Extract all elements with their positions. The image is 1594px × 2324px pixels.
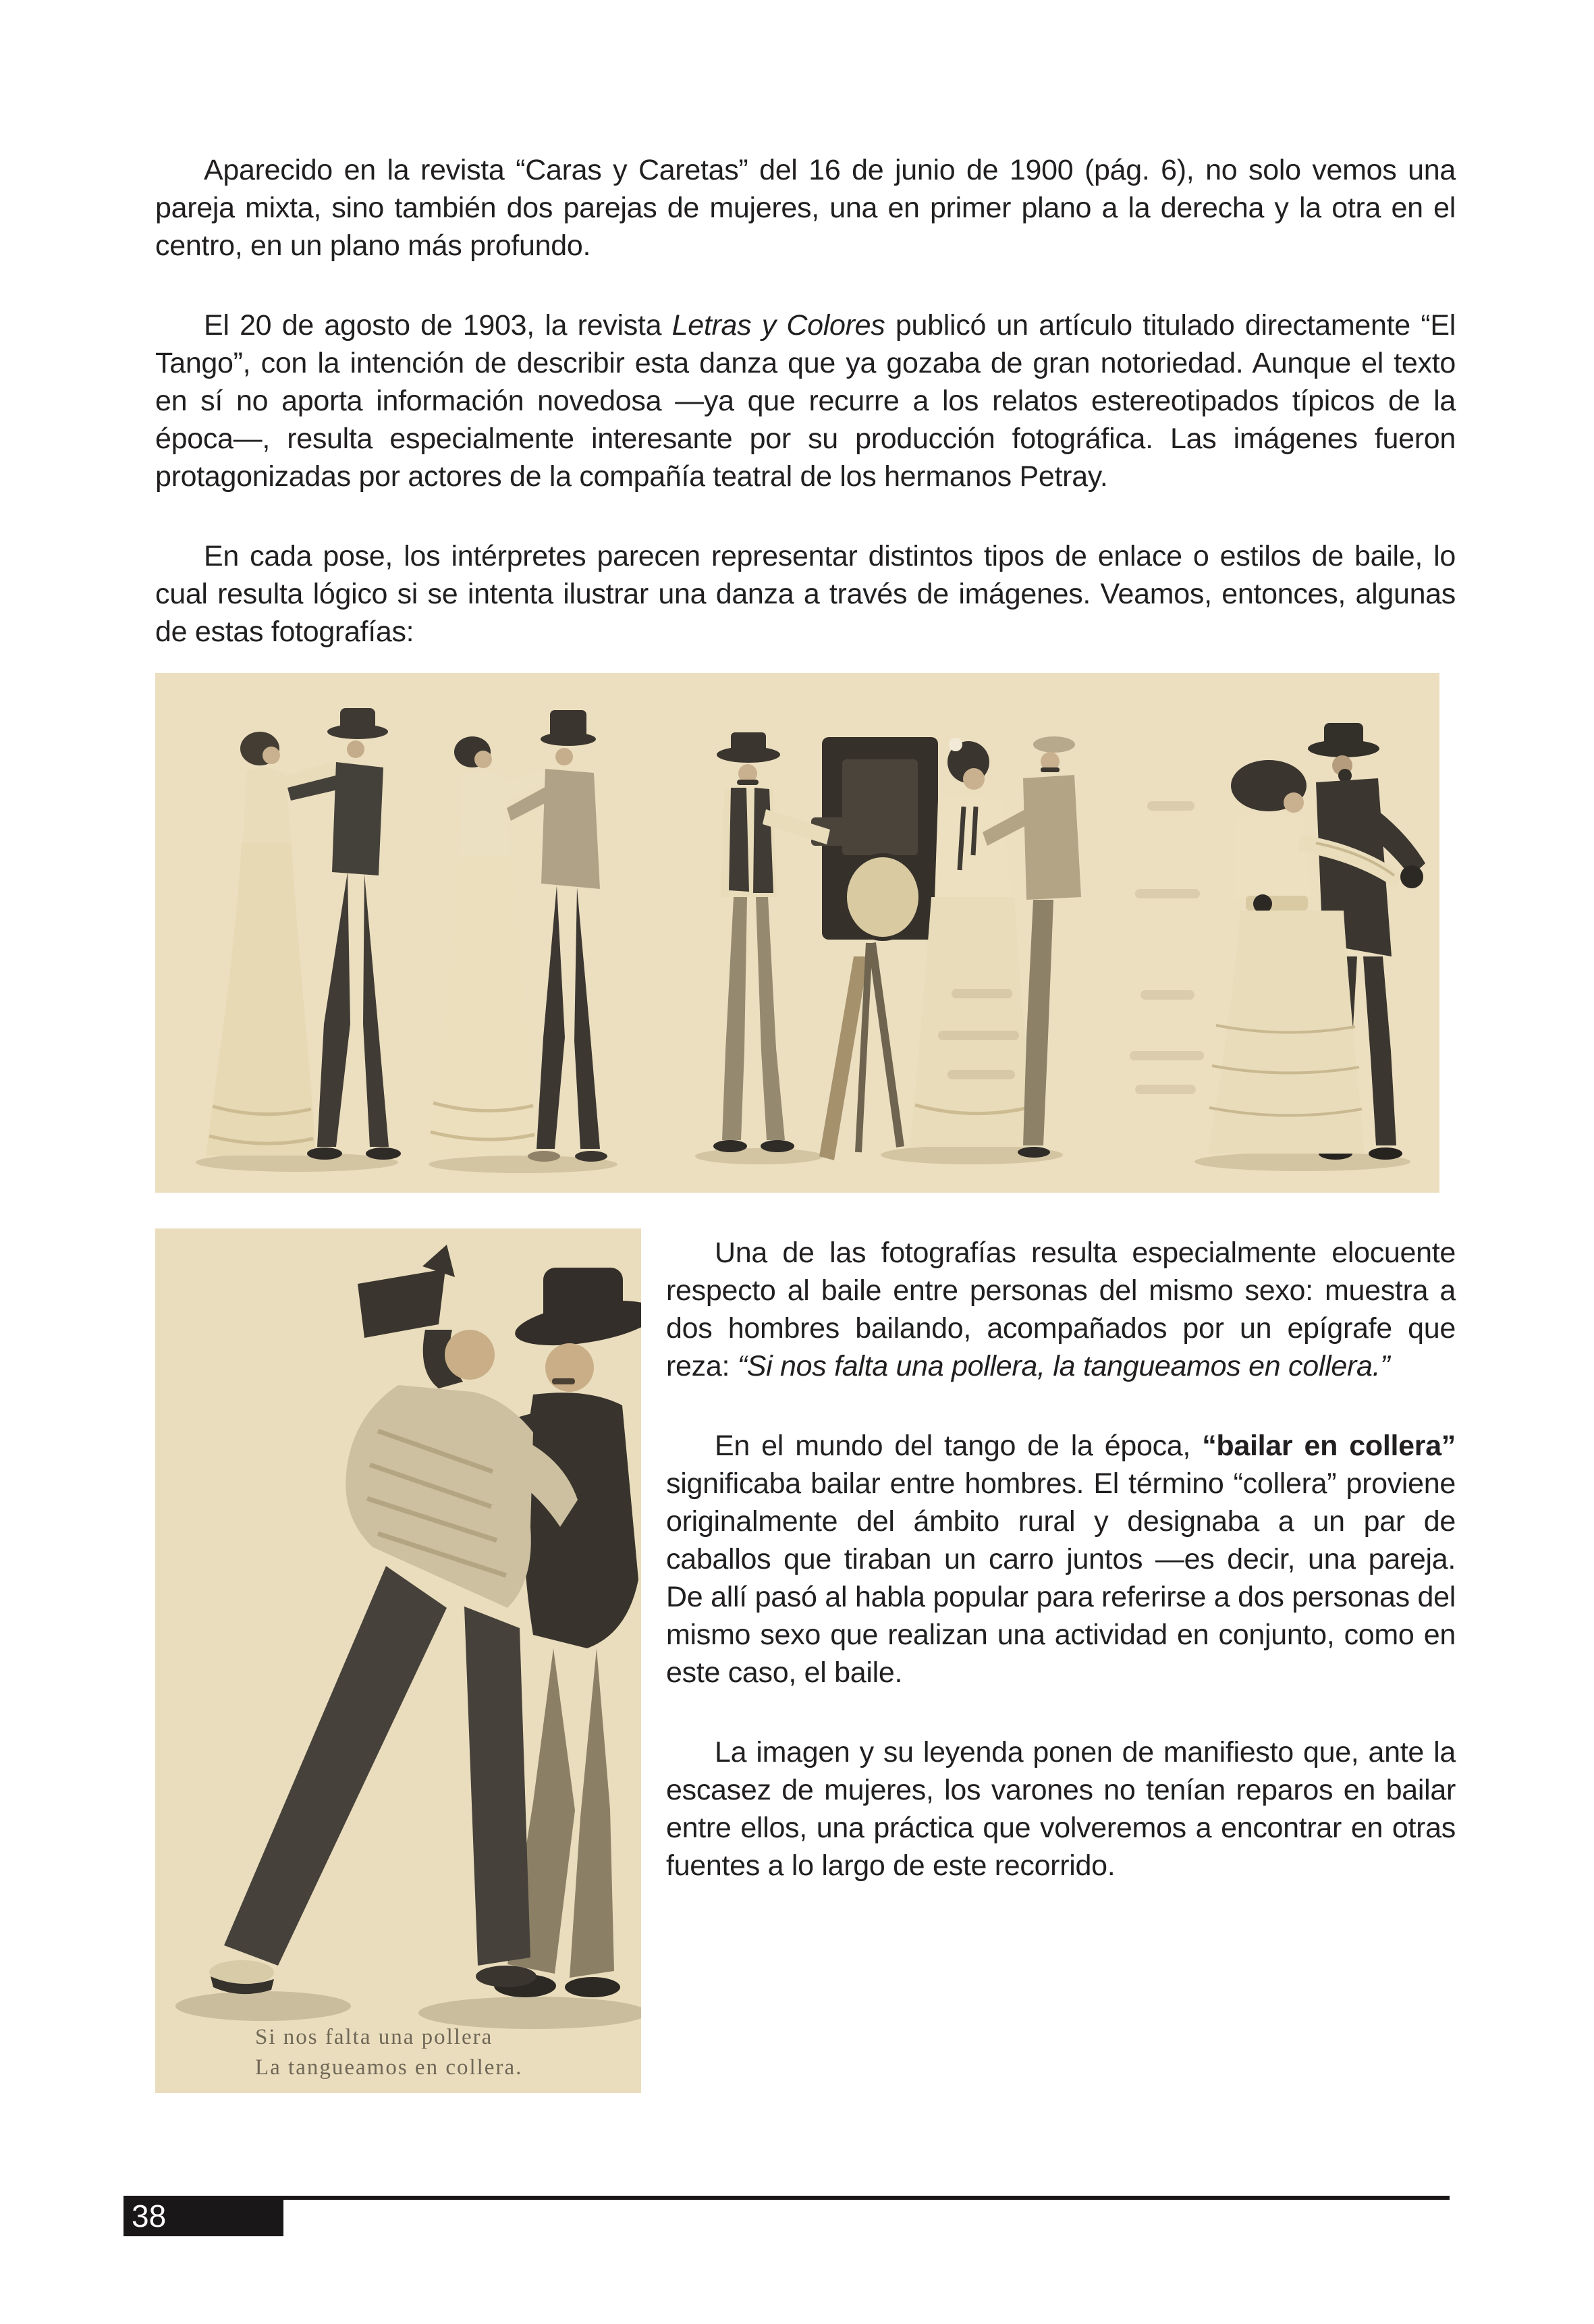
page-number-box xyxy=(123,2196,283,2236)
man-light-sweater xyxy=(209,1245,578,1994)
paragraph-en-cada-pose: En cada pose, los intérpretes parecen representar distintos tipos de enlace o estilos de baile, lo cual resulta lógico si se intenta ilustrar una danza a través de imágenes. Veamos, entonces, algunas de estas fotografías: xyxy=(155,540,1456,648)
paragraph-caras-y-caretas: Aparecido en la revista “Caras y Caretas” del 16 de junio de 1900 (pág. 6), no solo vemos una pareja mixta, sino también dos parejas de mujeres, una en primer plano a la derecha y la otra en el centro, en un plano más profundo. xyxy=(155,154,1456,262)
two-column-section xyxy=(155,1228,1456,2093)
two-men-dancing-illustration xyxy=(155,1228,641,2093)
right-column xyxy=(666,1228,1456,2093)
paragraph-la-imagen-y-su-leyenda: La imagen y su leyenda ponen de manifiesto que, ante la escasez de mujeres, los varones no tenían reparos en bailar entre ellos, una práctica que volveremos a encontrar en otras fuentes a lo largo de este recorrido. xyxy=(666,1736,1456,1882)
footer-rule xyxy=(123,2196,1450,2200)
photo-caption xyxy=(255,2022,522,2083)
photo-caption-line-2: La tangueamos en collera. xyxy=(255,2055,523,2080)
paragraph-letras-y-colores: El 20 de agosto de 1903, la revista Letras y Colores publicó un artículo titulado directamente “El Tango”, con la intención de describir esta danza que ya gozaba de gran notoriedad. Aunque el texto en sí no aporta información novedosa —ya que recurre a los relatos estereotipados típicos de la época—, resulta especialmente interesante por su producción fotográfica. Las imágenes fueron protagonizadas por actores de la compañía teatral de los hermanos Petray. xyxy=(155,309,1456,493)
photo-caption-line-1: Si nos falta una pollera xyxy=(255,2025,493,2049)
page-footer xyxy=(123,2196,1450,2236)
left-column xyxy=(155,1228,641,2093)
paragraph-bailar-en-collera: En el mundo del tango de la época, “bailar en collera” significaba bailar entre hombres. El término “collera” proviene originalmente del ámbito rural y designaba a un par de caballos que tiraban un carro juntos —es decir, una pareja. De allí pasó al habla popular para referirse a dos personas del mismo sexo que realizan una actividad en conjunto, como en este caso, el baile. xyxy=(666,1430,1456,1689)
scene-3-camera-and-couple xyxy=(695,732,1081,1164)
photo-two-men-dancing xyxy=(155,1228,641,2093)
paragraph-una-de-las-fotografias: Una de las fotografías resulta especialmente elocuente respecto al baile entre personas del mismo sexo: muestra a dos hombres bailando, acompañados por un epígrafe que reza: “Si nos falta una pollera, la tangueamos en collera.” xyxy=(666,1237,1456,1382)
photo-strip-tango-poses xyxy=(155,673,1439,1193)
photo-strip-illustration xyxy=(155,673,1439,1193)
scene-1-mixed-couple xyxy=(196,708,401,1172)
scene-4-couple-extended-arms xyxy=(1194,723,1425,1171)
page-number: 38 xyxy=(132,2198,167,2234)
page-content xyxy=(155,151,1456,2093)
scene-2-mixed-couple xyxy=(429,710,617,1173)
